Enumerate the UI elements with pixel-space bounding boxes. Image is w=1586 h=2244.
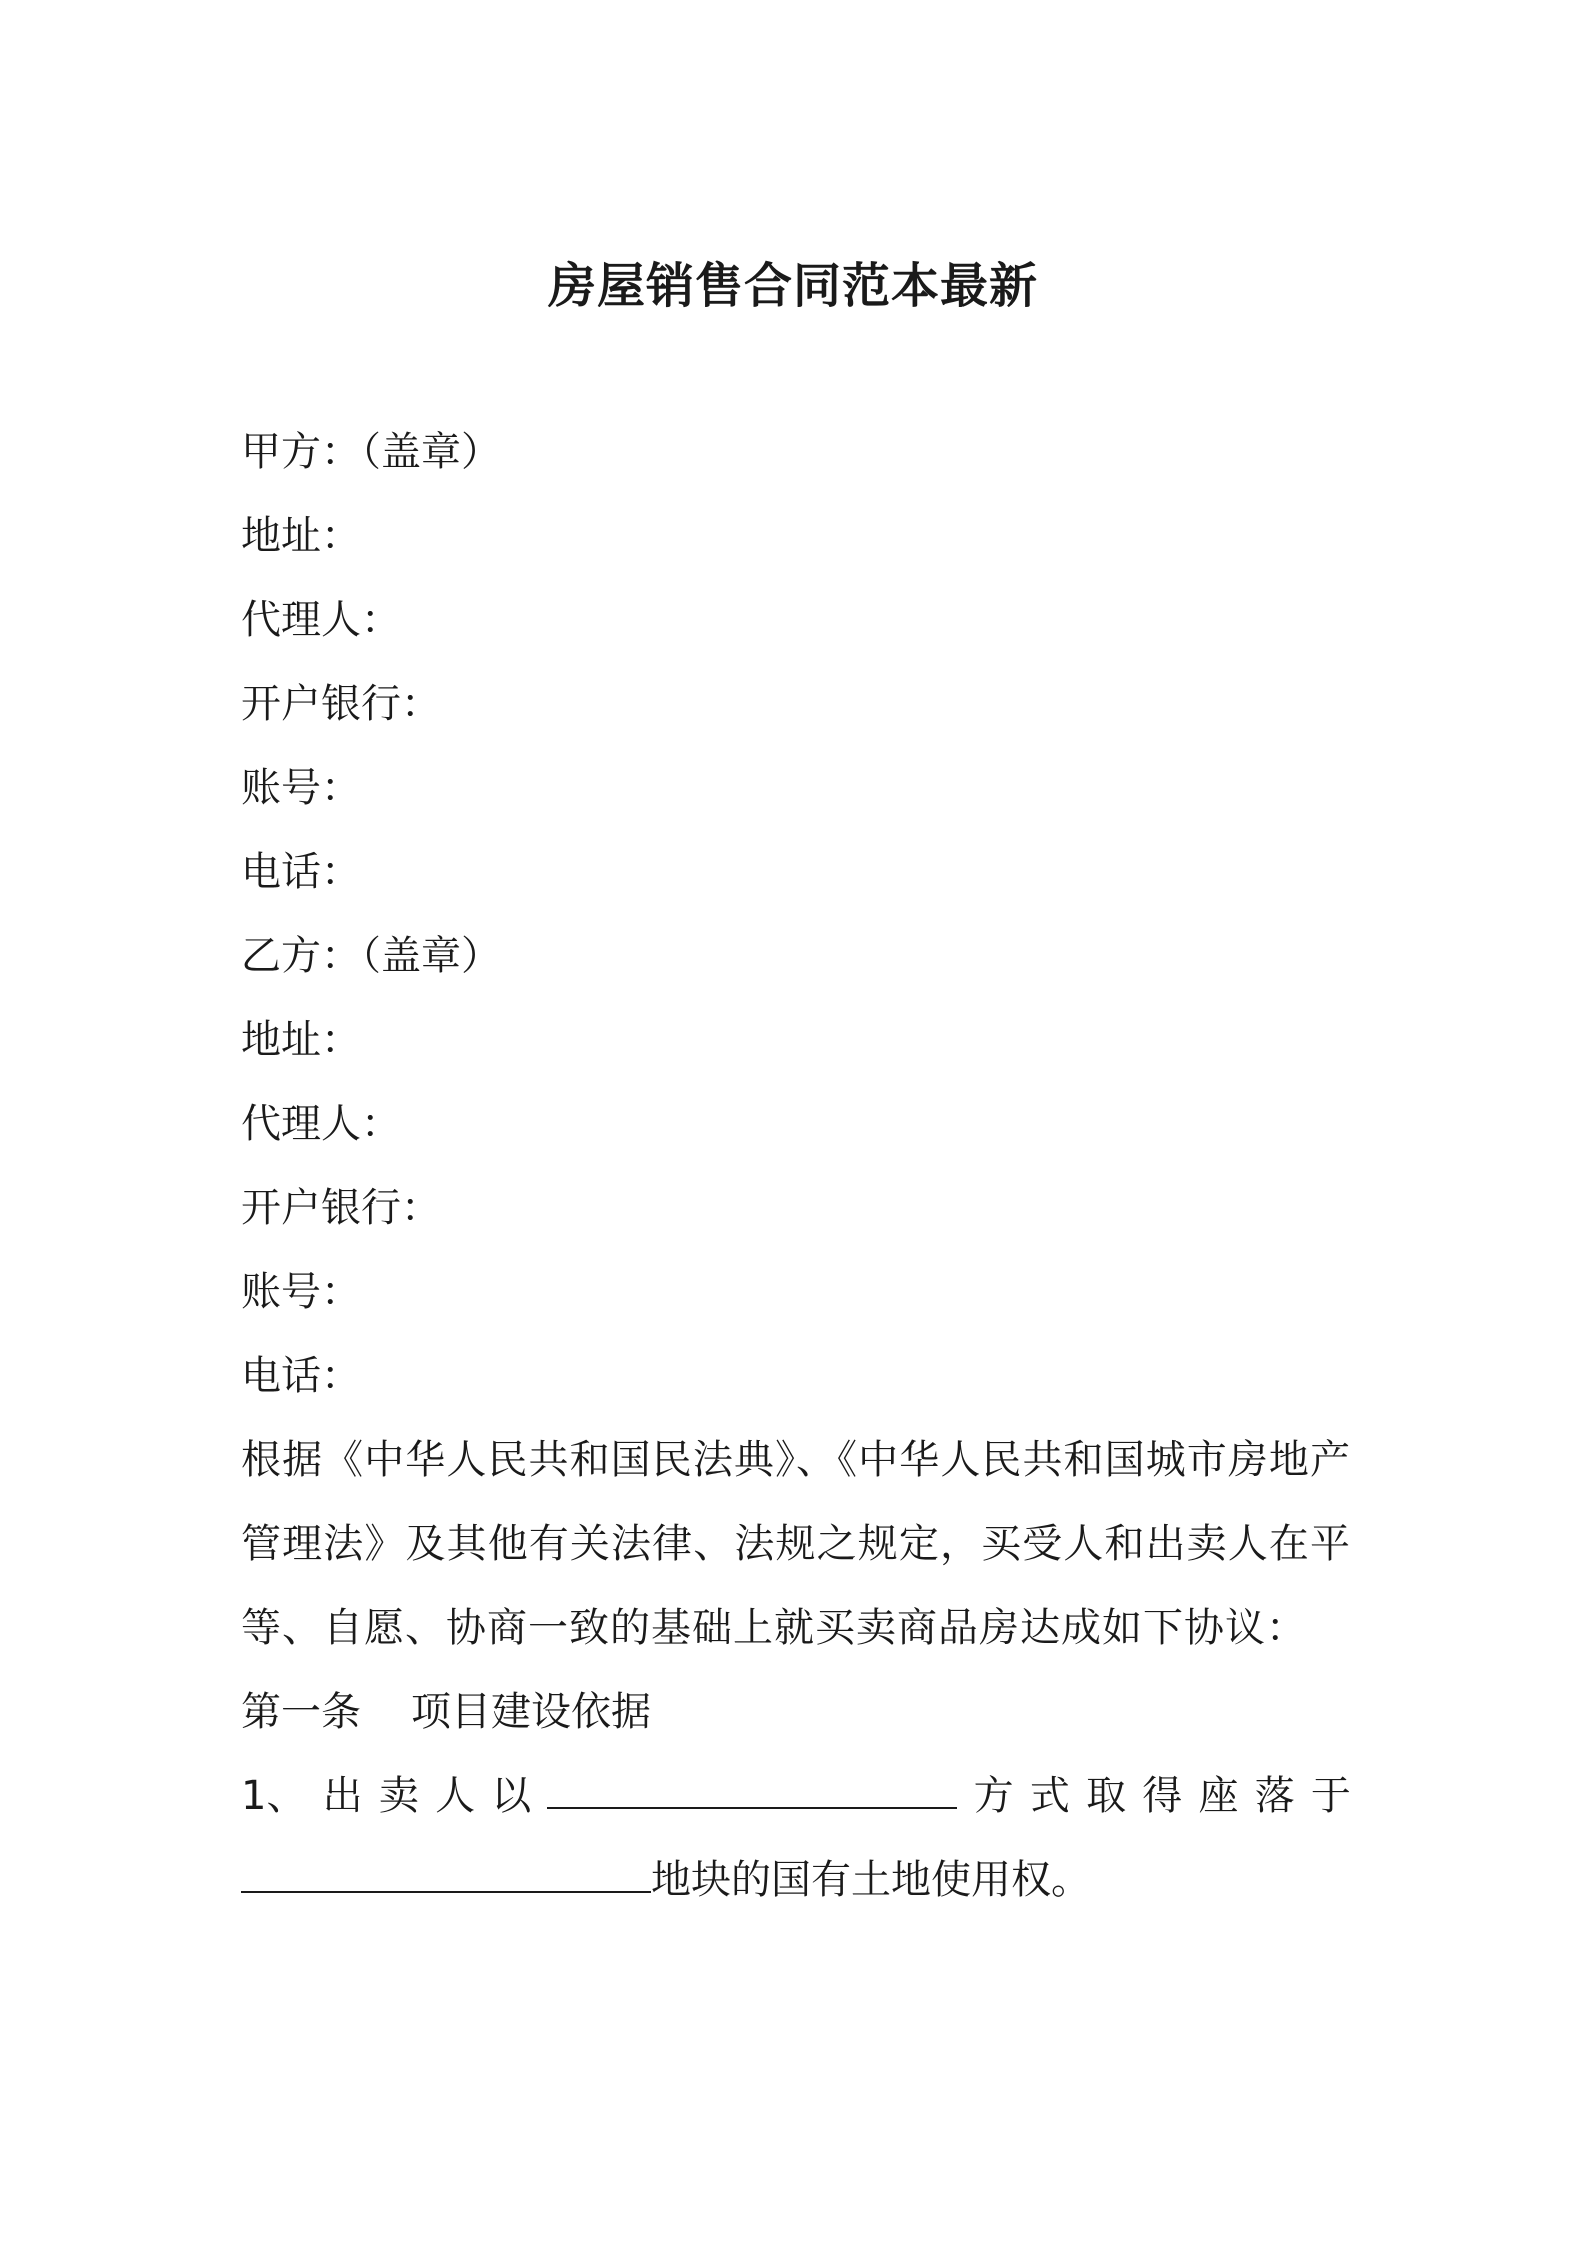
clause-1-char: 以 — [491, 1773, 532, 1819]
clause-1-char: 座 — [1198, 1773, 1239, 1819]
party-a-account: 账号： — [241, 765, 361, 811]
article-1-number: 第一条 — [241, 1689, 361, 1735]
document-body — [241, 410, 1351, 1922]
party-a-label: 甲方：（盖章） — [241, 429, 501, 475]
party-a-phone: 电话： — [241, 849, 361, 895]
clause-1-char: 得 — [1142, 1773, 1183, 1819]
clause-1-char: 落 — [1254, 1773, 1295, 1819]
clause-1-char: 人 — [435, 1773, 476, 1819]
party-a-agent: 代理人： — [241, 597, 401, 643]
article-1-heading: 项目建设依据 — [411, 1689, 651, 1735]
preamble-paragraph: 根据《中华人民共和国民法典》、《中华人民共和国城市房地产管理法》及其他有关法律、法规之规定，买受人和出卖人在平等、自愿、协商一致的基础上就买卖商品房达成如下协议： — [241, 1437, 1351, 1651]
party-b-address: 地址： — [241, 1017, 361, 1063]
party-a-bank: 开户银行： — [241, 681, 441, 727]
clause-1-line-2 — [241, 1838, 1351, 1922]
clause-1-char: 方 — [973, 1773, 1014, 1819]
plot-location-blank[interactable] — [241, 1857, 651, 1893]
article-1 — [241, 1670, 1351, 1754]
clause-1-char: 于 — [1310, 1773, 1351, 1819]
acquisition-method-blank[interactable] — [547, 1773, 957, 1809]
document-title: 房屋销售合同范本最新 — [547, 258, 1038, 314]
clause-1-number: 1、 — [241, 1773, 307, 1819]
party-b-phone: 电话： — [241, 1353, 361, 1399]
clause-1-char: 出 — [322, 1773, 363, 1819]
clause-1-char: 卖 — [378, 1773, 419, 1819]
clause-1-char: 取 — [1086, 1773, 1127, 1819]
clause-1-line-1 — [241, 1754, 1351, 1838]
party-b-bank: 开户银行： — [241, 1185, 441, 1231]
party-b-account: 账号： — [241, 1269, 361, 1315]
party-a-address: 地址： — [241, 513, 361, 559]
party-b-agent: 代理人： — [241, 1101, 401, 1147]
party-b-label: 乙方：（盖章） — [241, 933, 501, 979]
clause-1-char: 式 — [1029, 1773, 1070, 1819]
clause-1-part3: 地块的国有土地使用权。 — [651, 1857, 1091, 1903]
